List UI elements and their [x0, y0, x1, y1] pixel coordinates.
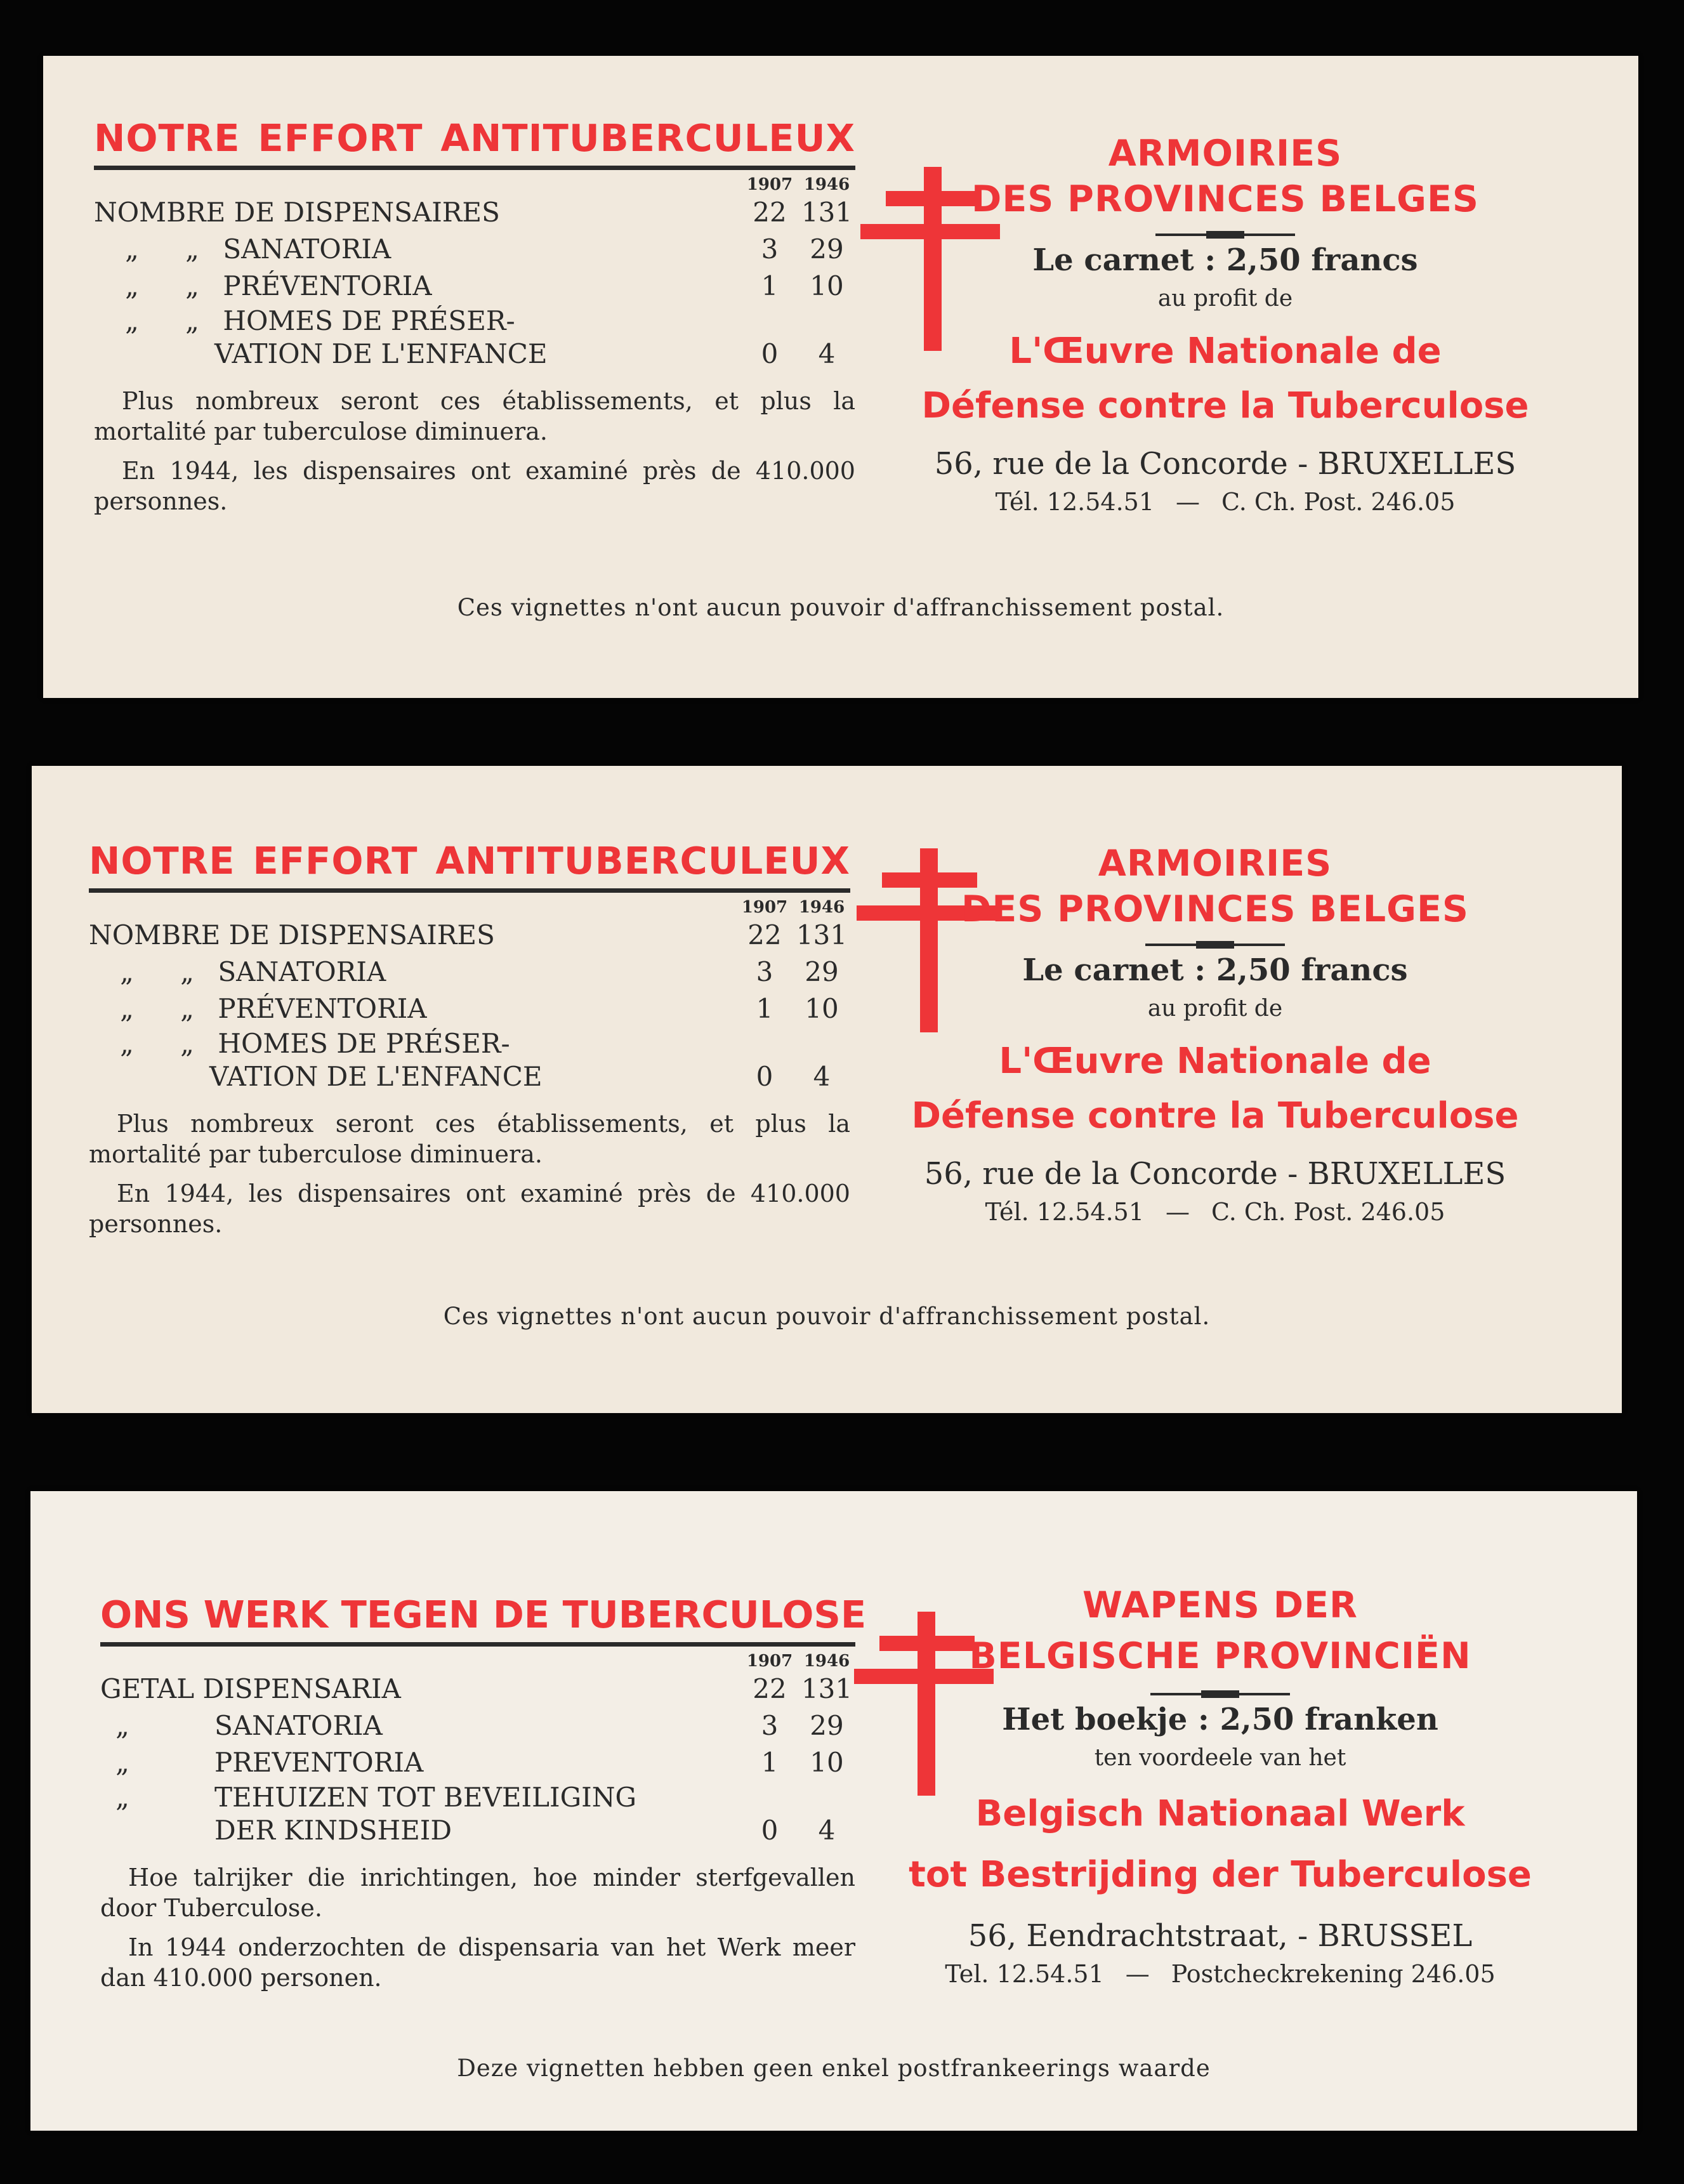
- table-row: [89, 954, 850, 990]
- organization-line-2: tot Bestrijding der Tuberculose: [909, 1854, 1532, 1895]
- title-word: ANTITUBERCULEUX: [440, 116, 855, 160]
- table-row: [94, 231, 855, 268]
- ditto-mark: „: [180, 1028, 194, 1059]
- address: 56, Eendrachtstraat, - BRUSSEL: [968, 1918, 1473, 1954]
- paragraph-2: In 1944 onderzochten de dispensaria van het Werk meer dan 410.000 personen.: [100, 1933, 855, 1992]
- separator: —: [1166, 1198, 1190, 1226]
- row-label: PRÉVENTORIA: [218, 993, 427, 1024]
- contact-line: [869, 1198, 1561, 1226]
- title-word: NOTRE: [89, 839, 235, 883]
- row-label: HOMES DE PRÉSER-: [218, 1028, 510, 1059]
- row-label: SANATORIA: [214, 1710, 383, 1741]
- value-1946: 10: [810, 270, 844, 301]
- telephone: Tel. 12.54.51: [945, 1960, 1104, 1988]
- table-row: [94, 305, 855, 371]
- right-title-line-2: DES PROVINCES BELGES: [971, 178, 1479, 220]
- footer-note: Ces vignettes n'ont aucun pouvoir d'affranchissement postal.: [457, 594, 1225, 621]
- benefit-label: au profit de: [1157, 286, 1293, 312]
- telephone: Tél. 12.54.51: [985, 1198, 1145, 1226]
- title-word: NOTRE: [94, 116, 240, 160]
- title-rule: [94, 166, 855, 170]
- table-row: [89, 1027, 850, 1093]
- row-label: HOMES DE PRÉSER-: [223, 305, 515, 336]
- table-row: [94, 194, 855, 231]
- value-1907: 22: [753, 1673, 787, 1704]
- row-label: PREVENTORIA: [214, 1747, 424, 1778]
- value-1907: 1: [761, 1747, 779, 1778]
- table-row: [89, 990, 850, 1027]
- info-panel: [874, 1580, 1566, 1988]
- ditto-mark: „: [115, 1747, 129, 1778]
- year-1946: 1946: [803, 1652, 850, 1671]
- row-label-cont: VATION DE L'ENFANCE: [209, 1061, 543, 1092]
- ditto-mark: „: [125, 234, 139, 265]
- value-1907: 3: [756, 956, 773, 987]
- ditto-mark: „: [180, 956, 194, 987]
- price: Le carnet : 2,50 francs: [1032, 242, 1418, 278]
- ditto-mark: „: [120, 1028, 134, 1059]
- value-1946: 10: [805, 993, 839, 1024]
- separator: —: [1176, 488, 1201, 516]
- value-1946: 4: [818, 1815, 836, 1846]
- value-1946: 29: [810, 234, 844, 265]
- right-title-line-2: DES PROVINCES BELGES: [961, 888, 1469, 930]
- paragraph-1: Plus nombreux seront ces établissements, et plus la mortalité par tuberculose diminuera.: [89, 1110, 850, 1168]
- table-row: [89, 917, 850, 954]
- table-row: [100, 1671, 855, 1707]
- ornament-divider: [1155, 234, 1295, 236]
- value-1946: 131: [801, 1673, 853, 1704]
- benefit-label: ten voordeele van het: [1094, 1745, 1346, 1771]
- row-label-cont: VATION DE L'ENFANCE: [214, 338, 548, 369]
- table-row: [100, 1707, 855, 1744]
- ditto-mark: „: [115, 1710, 129, 1741]
- ditto-mark: „: [120, 956, 134, 987]
- panel-title: [94, 116, 855, 160]
- title-word: EFFORT: [258, 116, 423, 160]
- booklet-cover-french-2: [32, 766, 1622, 1413]
- row-prefix: GETAL: [100, 1673, 195, 1704]
- row-label: TEHUIZEN TOT BEVEILIGING: [214, 1782, 637, 1813]
- separator: —: [1125, 1960, 1150, 1988]
- info-panel: [869, 841, 1561, 1226]
- year-1946: 1946: [803, 175, 850, 194]
- contact-line: [879, 488, 1571, 516]
- table-row: [100, 1781, 855, 1847]
- value-1907: 0: [761, 338, 779, 369]
- ditto-mark: „: [185, 234, 199, 265]
- panel-title: [89, 839, 850, 883]
- ditto-mark: „: [125, 270, 139, 301]
- right-title-line-1: WAPENS DER: [1082, 1584, 1358, 1626]
- value-1946: 131: [796, 919, 848, 951]
- row-label: SANATORIA: [223, 234, 391, 265]
- table-row: [94, 268, 855, 305]
- address: 56, rue de la Concorde - BRUXELLES: [934, 446, 1516, 482]
- value-1907: 1: [761, 270, 779, 301]
- value-1946: 29: [810, 1710, 844, 1741]
- organization-line-1: L'Œuvre Nationale de: [1009, 331, 1442, 372]
- telephone: Tél. 12.54.51: [995, 488, 1155, 516]
- value-1946: 4: [818, 338, 836, 369]
- postal-account: C. Ch. Post. 246.05: [1211, 1198, 1445, 1226]
- row-label: DISPENSARIA: [202, 1673, 401, 1704]
- organization-line-1: Belgisch Nationaal Werk: [975, 1793, 1465, 1834]
- value-1907: 1: [756, 993, 773, 1024]
- panel-title: ONS WERK TEGEN DE TUBERCULOSE: [100, 1593, 867, 1636]
- contact-line: [874, 1960, 1566, 1988]
- year-header: [94, 175, 855, 194]
- statistics-panel: [100, 1593, 867, 1993]
- price: Het boekje : 2,50 franken: [1002, 1702, 1438, 1737]
- row-prefix: NOMBRE DE: [89, 919, 270, 951]
- row-label: DISPENSAIRES: [278, 919, 495, 951]
- year-1907: 1907: [741, 898, 788, 917]
- value-1946: 4: [813, 1061, 831, 1092]
- paragraph-1: Plus nombreux seront ces établissements, et plus la mortalité par tuberculose diminuera.: [94, 387, 855, 445]
- organization: [874, 1784, 1566, 1905]
- ornament-divider: [1150, 1693, 1290, 1695]
- booklet-cover-french-1: [43, 56, 1638, 698]
- value-1907: 3: [761, 1710, 779, 1741]
- info-panel: [879, 131, 1571, 516]
- year-header: [89, 898, 850, 917]
- statistics-panel: [89, 839, 850, 1239]
- postal-account: Postcheckrekening 246.05: [1171, 1960, 1496, 1988]
- row-label-cont: DER KINDSHEID: [214, 1815, 452, 1846]
- ditto-mark: „: [115, 1782, 129, 1813]
- footer-note: Deze vignetten hebben geen enkel postfrankeerings waarde: [457, 2055, 1211, 2082]
- organization-line-2: Défense contre la Tuberculose: [921, 385, 1529, 426]
- paragraph-1: Hoe talrijker die inrichtingen, hoe minder sterfgevallen door Tuberculose.: [100, 1864, 855, 1922]
- ornament-divider: [1145, 944, 1285, 946]
- statistics-panel: [94, 116, 855, 516]
- benefit-label: au profit de: [1147, 996, 1283, 1022]
- ditto-mark: „: [120, 993, 134, 1024]
- footer-note: Ces vignettes n'ont aucun pouvoir d'affranchissement postal.: [443, 1303, 1211, 1330]
- value-1907: 0: [756, 1061, 773, 1092]
- value-1946: 10: [810, 1747, 844, 1778]
- value-1907: 3: [761, 234, 779, 265]
- title-rule: [89, 888, 850, 893]
- value-1907: 22: [747, 919, 782, 951]
- year-header: [100, 1652, 855, 1671]
- value-1907: 0: [761, 1815, 779, 1846]
- ditto-mark: „: [185, 305, 199, 336]
- year-1907: 1907: [746, 1652, 793, 1671]
- value-1946: 131: [801, 197, 853, 228]
- right-title-line-2: BELGISCHE PROVINCIËN: [969, 1635, 1471, 1677]
- booklet-cover-dutch: [30, 1491, 1637, 2131]
- postal-account: C. Ch. Post. 246.05: [1221, 488, 1456, 516]
- row-label: DISPENSAIRES: [283, 197, 500, 228]
- organization-line-1: L'Œuvre Nationale de: [999, 1041, 1431, 1082]
- right-title-line-1: ARMOIRIES: [1098, 843, 1332, 885]
- organization-line-2: Défense contre la Tuberculose: [911, 1095, 1519, 1136]
- year-1907: 1907: [746, 175, 793, 194]
- price: Le carnet : 2,50 francs: [1022, 952, 1408, 988]
- title-word: ANTITUBERCULEUX: [435, 839, 850, 883]
- title-word: EFFORT: [253, 839, 418, 883]
- row-label: SANATORIA: [218, 956, 386, 987]
- value-1907: 22: [753, 197, 787, 228]
- row-prefix: NOMBRE DE: [94, 197, 275, 228]
- ditto-mark: „: [180, 993, 194, 1024]
- value-1946: 29: [805, 956, 839, 987]
- organization: [869, 1034, 1561, 1143]
- title-rule: [100, 1642, 855, 1647]
- table-row: [100, 1744, 855, 1781]
- paragraph-2: En 1944, les dispensaires ont examiné près de 410.000 personnes.: [89, 1180, 850, 1238]
- year-1946: 1946: [798, 898, 845, 917]
- organization: [879, 324, 1571, 433]
- ditto-mark: „: [185, 270, 199, 301]
- row-label: PRÉVENTORIA: [223, 270, 432, 301]
- paragraph-2: En 1944, les dispensaires ont examiné près de 410.000 personnes.: [94, 457, 855, 515]
- right-title-line-1: ARMOIRIES: [1108, 133, 1343, 174]
- address: 56, rue de la Concorde - BRUXELLES: [924, 1156, 1506, 1192]
- ditto-mark: „: [125, 305, 139, 336]
